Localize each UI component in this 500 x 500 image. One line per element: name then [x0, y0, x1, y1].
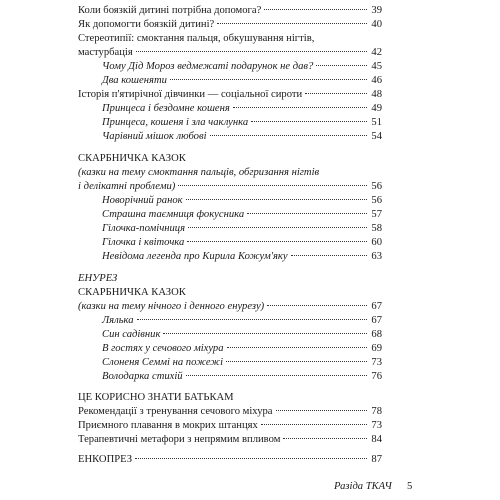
- toc-entry[interactable]: [102, 328, 382, 341]
- toc-entry-title: Слоненя Семмі на пожежі: [102, 357, 224, 368]
- toc-entry-title: Володарка стихій: [102, 371, 183, 382]
- toc-entry-title: Принцеса, кошеня і зла чаклунка: [102, 117, 249, 128]
- toc-entry[interactable]: [102, 194, 382, 207]
- toc-entry-page: 76: [371, 371, 382, 382]
- toc-entry-page: 73: [371, 357, 382, 368]
- toc-entry-title: Страшна таємниця фокусника: [102, 209, 245, 220]
- toc-entry-title: Син садівник: [102, 329, 161, 340]
- toc-entry[interactable]: [78, 46, 382, 59]
- toc-entry-title: Гілочка-помічниця: [102, 223, 186, 234]
- footer-author: Разіда ТКАЧ: [334, 481, 392, 492]
- toc-entry-page: 40: [371, 19, 382, 30]
- dot-leader: [186, 375, 367, 376]
- toc-entry-title: Принцеса і бездомне кошеня: [102, 103, 230, 114]
- toc-entry-page: 87: [371, 454, 382, 465]
- toc-entry-page: 68: [371, 329, 382, 340]
- toc-entry[interactable]: [102, 236, 382, 249]
- toc-entry[interactable]: [102, 356, 382, 369]
- dot-leader: [137, 319, 367, 320]
- dot-leader: [233, 107, 367, 108]
- toc-entry-page: 54: [371, 131, 382, 142]
- toc-entry-title: мастурбація: [78, 47, 133, 58]
- dot-leader: [186, 199, 367, 200]
- dot-leader: [276, 410, 368, 411]
- toc-entry-title: ЕНКОПРЕЗ: [78, 454, 133, 465]
- dot-leader: [135, 458, 367, 459]
- toc-entry-title: і делікатні проблеми): [78, 181, 176, 192]
- footer-page-number: 5: [407, 481, 413, 492]
- toc-heading: СКАРБНИЧКА КАЗОК: [78, 287, 186, 298]
- toc-heading: Стереотипії: смоктання пальця, обкушування нігтів,: [78, 33, 315, 44]
- toc-entry[interactable]: [78, 180, 382, 193]
- toc-entry-page: 73: [371, 420, 382, 431]
- toc-entry-title: Рекомендації з тренування сечового міхура: [78, 406, 273, 417]
- toc-entry-title: Приємного плавання в мокрих штанцях: [78, 420, 258, 431]
- toc-entry[interactable]: [102, 130, 382, 143]
- dot-leader: [291, 255, 367, 256]
- toc-entry[interactable]: [78, 433, 382, 446]
- toc-entry-title: Два кошеняти: [102, 75, 167, 86]
- toc-entry[interactable]: [102, 222, 382, 235]
- dot-leader: [247, 213, 367, 214]
- toc-entry-title: Чарівний мішок любові: [102, 131, 207, 142]
- toc-entry-title: В гостях у сечового міхура: [102, 343, 224, 354]
- toc-entry[interactable]: [78, 88, 382, 101]
- toc-entry-page: 42: [371, 47, 382, 58]
- toc-entry-title: Новорічний ранок: [102, 195, 183, 206]
- toc-heading: СКАРБНИЧКА КАЗОК: [78, 153, 186, 164]
- dot-leader: [264, 9, 367, 10]
- toc-entry[interactable]: [102, 342, 382, 355]
- toc-entry[interactable]: [102, 314, 382, 327]
- toc-entry[interactable]: [78, 18, 382, 31]
- toc-entry-page: 56: [371, 181, 382, 192]
- toc-entry-title: Як допомогти боязкій дитині?: [78, 19, 215, 30]
- dot-leader: [188, 227, 367, 228]
- dot-leader: [170, 79, 367, 80]
- toc-entry[interactable]: [102, 60, 382, 73]
- dot-leader: [283, 438, 367, 439]
- toc-entry[interactable]: [102, 102, 382, 115]
- toc-heading: ЦЕ КОРИСНО ЗНАТИ БАТЬКАМ: [78, 392, 234, 403]
- toc-entry-page: 39: [371, 5, 382, 16]
- toc-entry-page: 67: [371, 301, 382, 312]
- dot-leader: [136, 51, 367, 52]
- toc-entry-page: 48: [371, 89, 382, 100]
- toc-entry-title: Гілочка і квіточка: [102, 237, 185, 248]
- toc-entry-page: 46: [371, 75, 382, 86]
- dot-leader: [210, 135, 367, 136]
- toc-entry-title: Терапевтичні метафори з непрямим впливом: [78, 434, 281, 445]
- toc-entry[interactable]: [102, 116, 382, 129]
- toc-entry[interactable]: [102, 250, 382, 263]
- toc-entry-page: 63: [371, 251, 382, 262]
- toc-entry-title: Коли боязкій дитині потрібна допомога?: [78, 5, 262, 16]
- toc-entry-page: 69: [371, 343, 382, 354]
- toc-entry-page: 45: [371, 61, 382, 72]
- toc-entry[interactable]: [78, 4, 382, 17]
- toc-entry-title: Історія п'ятирічної дівчинки — соціальної сироти: [78, 89, 303, 100]
- toc-entry-page: 58: [371, 223, 382, 234]
- dot-leader: [217, 23, 367, 24]
- dot-leader: [178, 185, 367, 186]
- dot-leader: [305, 93, 367, 94]
- toc-entry[interactable]: [78, 300, 382, 313]
- toc-entry-page: 57: [371, 209, 382, 220]
- toc-entry-title: Невідома легенда про Кирила Кожум'яку: [102, 251, 288, 262]
- toc-entry[interactable]: [102, 74, 382, 87]
- dot-leader: [187, 241, 367, 242]
- toc-entry-page: 60: [371, 237, 382, 248]
- toc-entry-page: 78: [371, 406, 382, 417]
- dot-leader: [227, 347, 367, 348]
- toc-entry-title: Чому Дід Мороз ведмежаті подарунок не дав?: [102, 61, 314, 72]
- toc-entry-page: 56: [371, 195, 382, 206]
- dot-leader: [261, 424, 367, 425]
- toc-entry-title: (казки на тему нічного і денного енурезу): [78, 301, 265, 312]
- dot-leader: [226, 361, 367, 362]
- toc-entry[interactable]: [78, 453, 382, 466]
- toc-entry-page: 51: [371, 117, 382, 128]
- toc-entry[interactable]: [102, 208, 382, 221]
- toc-entry-title: Лялька: [102, 315, 134, 326]
- dot-leader: [163, 333, 367, 334]
- toc-entry-page: 67: [371, 315, 382, 326]
- toc-entry-page: 84: [371, 434, 382, 445]
- toc-entry[interactable]: [78, 419, 382, 432]
- toc-heading: (казки на тему смоктання пальців, обгризання нігтів: [78, 167, 320, 178]
- toc-entry[interactable]: [78, 405, 382, 418]
- toc-heading: ЕНУРЕЗ: [78, 273, 118, 284]
- toc-entry-page: 49: [371, 103, 382, 114]
- dot-leader: [251, 121, 367, 122]
- toc-entry[interactable]: [102, 370, 382, 383]
- dot-leader: [316, 65, 367, 66]
- dot-leader: [267, 305, 367, 306]
